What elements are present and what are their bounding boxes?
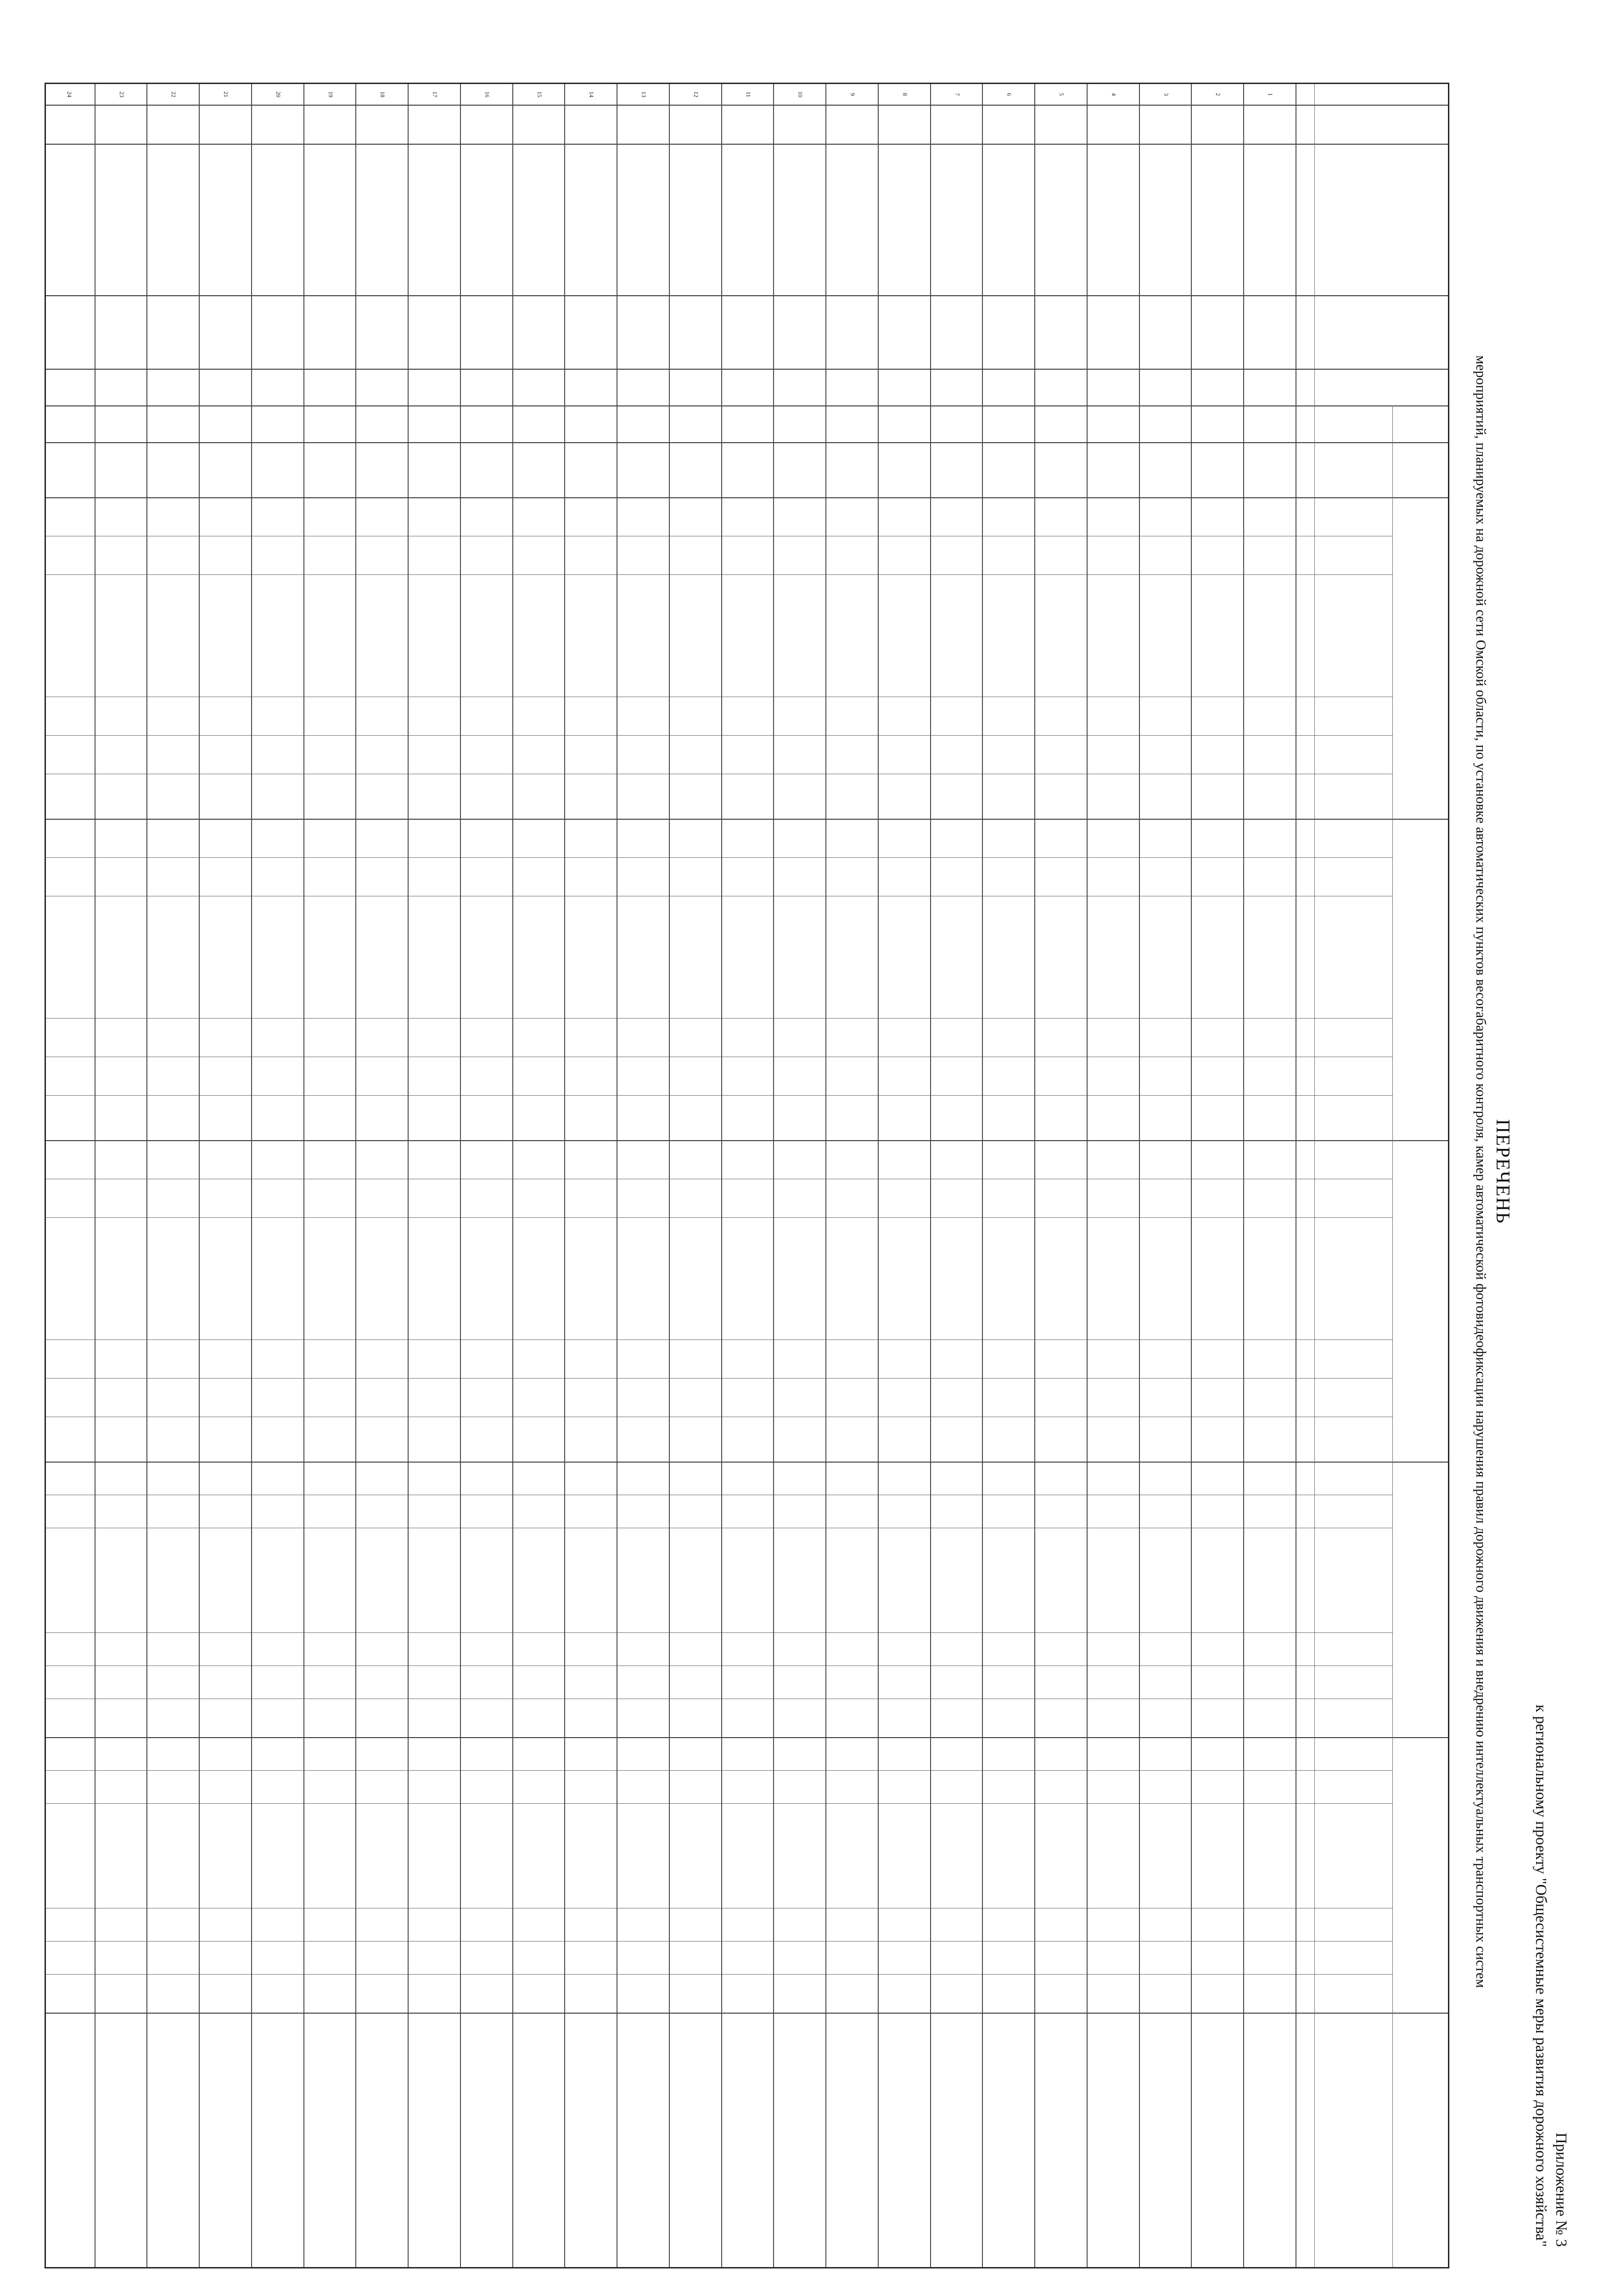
column-divider: [46, 144, 1448, 145]
row-number: 14: [588, 91, 595, 97]
header-length-km: [1319, 371, 1402, 404]
row-number: 19: [327, 91, 334, 97]
header-divider: [1392, 405, 1393, 2267]
column-divider: [46, 369, 1448, 370]
row-divider: [930, 84, 931, 2267]
row-number: 20: [275, 91, 282, 97]
column-divider: [46, 497, 1448, 498]
row-divider: [825, 84, 826, 2267]
header-y2020: [1397, 499, 1443, 817]
row-number: 21: [223, 91, 230, 97]
row-divider: [512, 84, 513, 2267]
row-number: 1: [1267, 93, 1274, 96]
row-number: 22: [170, 91, 178, 97]
header-y2022: [1397, 1142, 1443, 1460]
row-divider: [878, 84, 879, 2267]
header-y2023: [1397, 1463, 1443, 1735]
document-subtitle: мероприятий, планируемых на дорожной сети Омской области, по установке автоматических пунктов весогабаритного контроля, камер автоматической фотовидеофиксации нарушения правил дорожного движения и внедрению интеллектуальных транспортных систем: [1473, 355, 1489, 1988]
row-divider: [303, 84, 304, 2267]
header-traffic: [1319, 407, 1402, 440]
row-number: 4: [1110, 93, 1117, 96]
header-road-code: [1319, 107, 1402, 142]
row-divider: [460, 84, 461, 2267]
row-number: 15: [536, 91, 543, 97]
row-number: 6: [1006, 93, 1013, 96]
row-number: 7: [954, 93, 961, 96]
column-divider: [46, 105, 1448, 106]
measures-table: [45, 83, 1449, 2268]
column-divider: [46, 405, 1448, 406]
column-divider: [46, 1462, 1448, 1463]
header-category: [1319, 297, 1402, 367]
row-divider: [356, 84, 357, 2267]
row-number: 23: [118, 91, 125, 97]
row-number: 18: [379, 91, 387, 97]
header-y2021: [1397, 821, 1443, 1138]
row-divider: [565, 84, 566, 2267]
header-y2019: [1397, 444, 1443, 495]
row-divider: [1139, 84, 1140, 2267]
row-number: 16: [483, 91, 491, 97]
row-number: 8: [901, 93, 909, 96]
row-divider: [199, 84, 200, 2267]
row-number: 12: [692, 91, 700, 97]
row-divider: [147, 84, 148, 2267]
row-divider: [1034, 84, 1035, 2267]
row-divider: [1087, 84, 1088, 2267]
row-number: 5: [1058, 93, 1066, 96]
document-title: ПЕРЕЧЕНЬ: [1492, 1119, 1513, 1224]
header-road-name: [1319, 146, 1402, 293]
header-num: [1319, 86, 1402, 103]
row-number: 17: [432, 91, 439, 97]
annex-project: к региональному проекту "Общесистемные меры развития дорожного хозяйства": [1532, 1704, 1549, 2247]
column-divider: [46, 442, 1448, 443]
column-divider: [46, 819, 1448, 820]
row-divider: [1191, 84, 1192, 2267]
header-note: [1319, 2015, 1402, 2268]
row-number: 24: [66, 91, 73, 97]
row-divider: [982, 84, 983, 2267]
row-number: 3: [1162, 93, 1170, 96]
row-number: 13: [640, 91, 648, 97]
annex-number: Приложение № 3: [1553, 2133, 1570, 2247]
row-divider: [669, 84, 670, 2267]
column-divider: [46, 295, 1448, 296]
row-divider: [251, 84, 252, 2267]
row-divider: [1243, 84, 1244, 2267]
annex-note: [1531, 1705, 1571, 2247]
row-number: 10: [797, 91, 804, 97]
row-number: 11: [745, 91, 752, 97]
column-divider: [46, 1140, 1448, 1141]
column-divider: [46, 2013, 1448, 2014]
row-divider: [721, 84, 722, 2267]
column-divider: [46, 1737, 1448, 1738]
header-divider: [1314, 84, 1315, 2267]
row-number: 9: [849, 93, 857, 96]
row-number: 2: [1215, 93, 1222, 96]
header-y2024: [1397, 1739, 1443, 2011]
row-divider: [408, 84, 409, 2267]
